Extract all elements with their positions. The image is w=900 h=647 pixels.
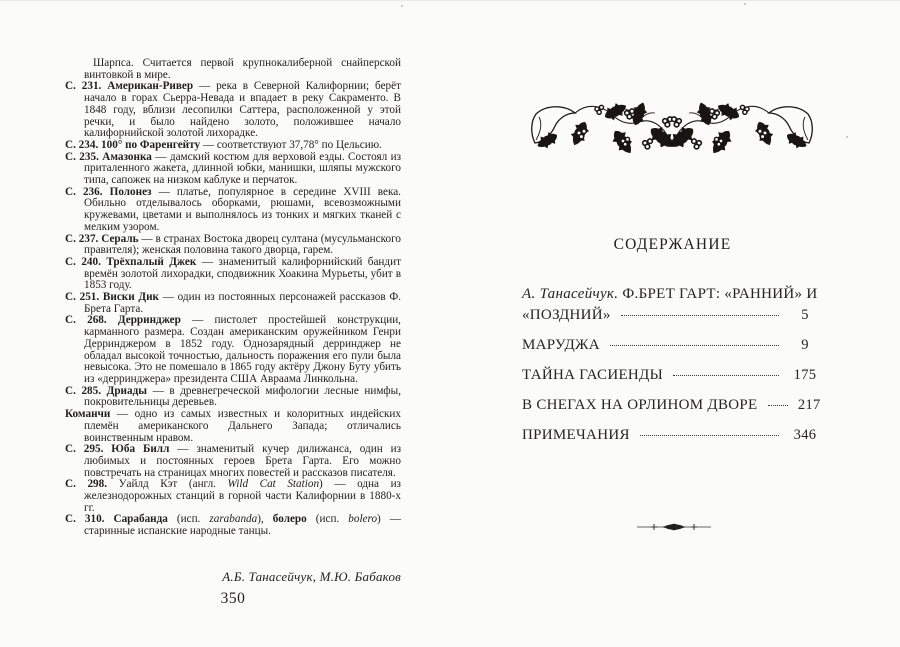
notes-column [65,58,401,538]
note-entry: С. 295. Юба Билл — знаменитый кучер дилижанса, один из любимых и постоянных героев Брета Гарта. Его можно повстречать на страницах многих повестей и рассказов писателя. [65,443,402,479]
note-entry: Шарпса. Считается первой крупнокалиберной снайперской винтовкой в мире. [84,57,401,81]
toc-page-number: 9 [801,337,809,353]
note-entry: Команчи — одно из самых известных и колоритных индейских племён американского Дальнего Запада; отличались воинственным нравом. [65,408,401,444]
note-entry: С. 268. Дерринджер — пистолет простейшей конструкции, карманного размера. Создан американским оружейником Генри Дерринджером в 1852 году. Однозарядный дерринджер не обладал высокой точностью, дальность поражения его пули была невысока. Это не помешало в 1865 году актёру Джону Буту убить из «дерринджера» президента США Авраама Линкольна. [65,314,401,385]
toc-label: В СНЕГАХ НА ОРЛИНОМ ДВОРЕ [522,397,758,413]
toc-item [522,425,823,446]
toc-row [522,395,823,416]
toc-page-number: 175 [793,367,817,383]
toc-list [522,284,823,455]
scan-speck [846,136,848,138]
note-entry: С. 231. Американ-Ривер — река в Северной Калифорнии; берёт начало в горах Сьерра-Невада и впадает в реку Сакраменто. В 1848 году, вблизи лесопилки Саттера, расположенной у этой речки, и было найдено золото, положившее начало калифорнийской золотой лихорадке. [65,80,401,140]
toc-row [522,335,823,356]
dot-leader [640,435,779,436]
page-number: 350 [220,590,246,607]
contents-title: СОДЕРЖАНИЕ [613,236,732,253]
note-entry: С. 310. Сарабанда (исп. zarabanda), болеро (исп. bolero) — старинные испанские народные танцы. [65,513,401,538]
holly-garland-ornament [527,95,817,161]
note-entry: С. 285. Дриады — в древнегреческой мифологии лесные нимфы, покровительницы деревьев. [65,384,401,409]
note-entry: С. 298. Уайлд Кэт (англ. Wild Cat Station) — одна из железнодорожных станций в горной части Калифорнии в 1880-х гг. [65,478,401,514]
scan-speck [744,3,746,5]
note-entry: С. 237. Сераль — в странах Востока дворец султана (мусульманского правителя); женская половина такого дворца, гарем. [65,232,401,257]
note-entry: С. 240. Трёхпалый Джек — знаменитый калифорнийский бандит времён золотой лихорадки, сподвижник Хоакина Мурьеты, убит в 1853 году. [65,255,401,292]
dot-leader [673,375,779,376]
toc-row [522,425,823,446]
toc-label: ТАЙНА ГАСИЕНДЫ [522,367,663,383]
dot-leader [610,345,779,346]
toc-item [522,284,823,326]
toc-entry-first-line: А. Танасейчук. Ф.БРЕТ ГАРТ: «РАННИЙ» И [522,286,818,302]
toc-item [522,335,823,356]
notes-authors-signature: А.Б. Танасейчук, М.Ю. Бабаков [222,569,401,584]
note-entry: С. 236. Полонез — платье, популярное в середине XVIII века. Обильно отделывалось оборками, рюшами, всевозможными кружевами, цветами и выполнялось из тонких и мягких тканей с мелким узором. [65,185,401,233]
toc-item [522,395,823,416]
toc-page-number: 5 [801,307,809,323]
scan-edge-artifact [0,0,900,1]
toc-row [522,365,823,386]
note-entry: С. 234. 100° по Фаренгейту — соответствуют 37,78° по Цельсию. [65,138,382,151]
toc-item [522,365,823,386]
toc-label: МАРУДЖА [522,337,600,353]
note-entry: С. 235. Амазонка — дамский костюм для верховой езды. Состоял из приталенного жакета, длинной юбки, манишки, шляпы мужского типа, сапожек на низком каблуке и перчаток. [65,150,402,187]
note-entry: С. 251. Виски Дик — один из постоянных персонажей рассказов Ф. Брета Гарта. [65,291,401,315]
scan-speck [401,5,403,7]
toc-label: ПРИМЕЧАНИЯ [522,427,630,443]
toc-label: «ПОЗДНИЙ» [522,307,611,323]
toc-page-number: 217 [797,397,821,413]
section-divider-ornament [637,521,711,533]
toc-row [522,305,823,326]
dot-leader [768,405,788,406]
toc-page-number: 346 [793,427,817,443]
dot-leader [621,315,779,316]
